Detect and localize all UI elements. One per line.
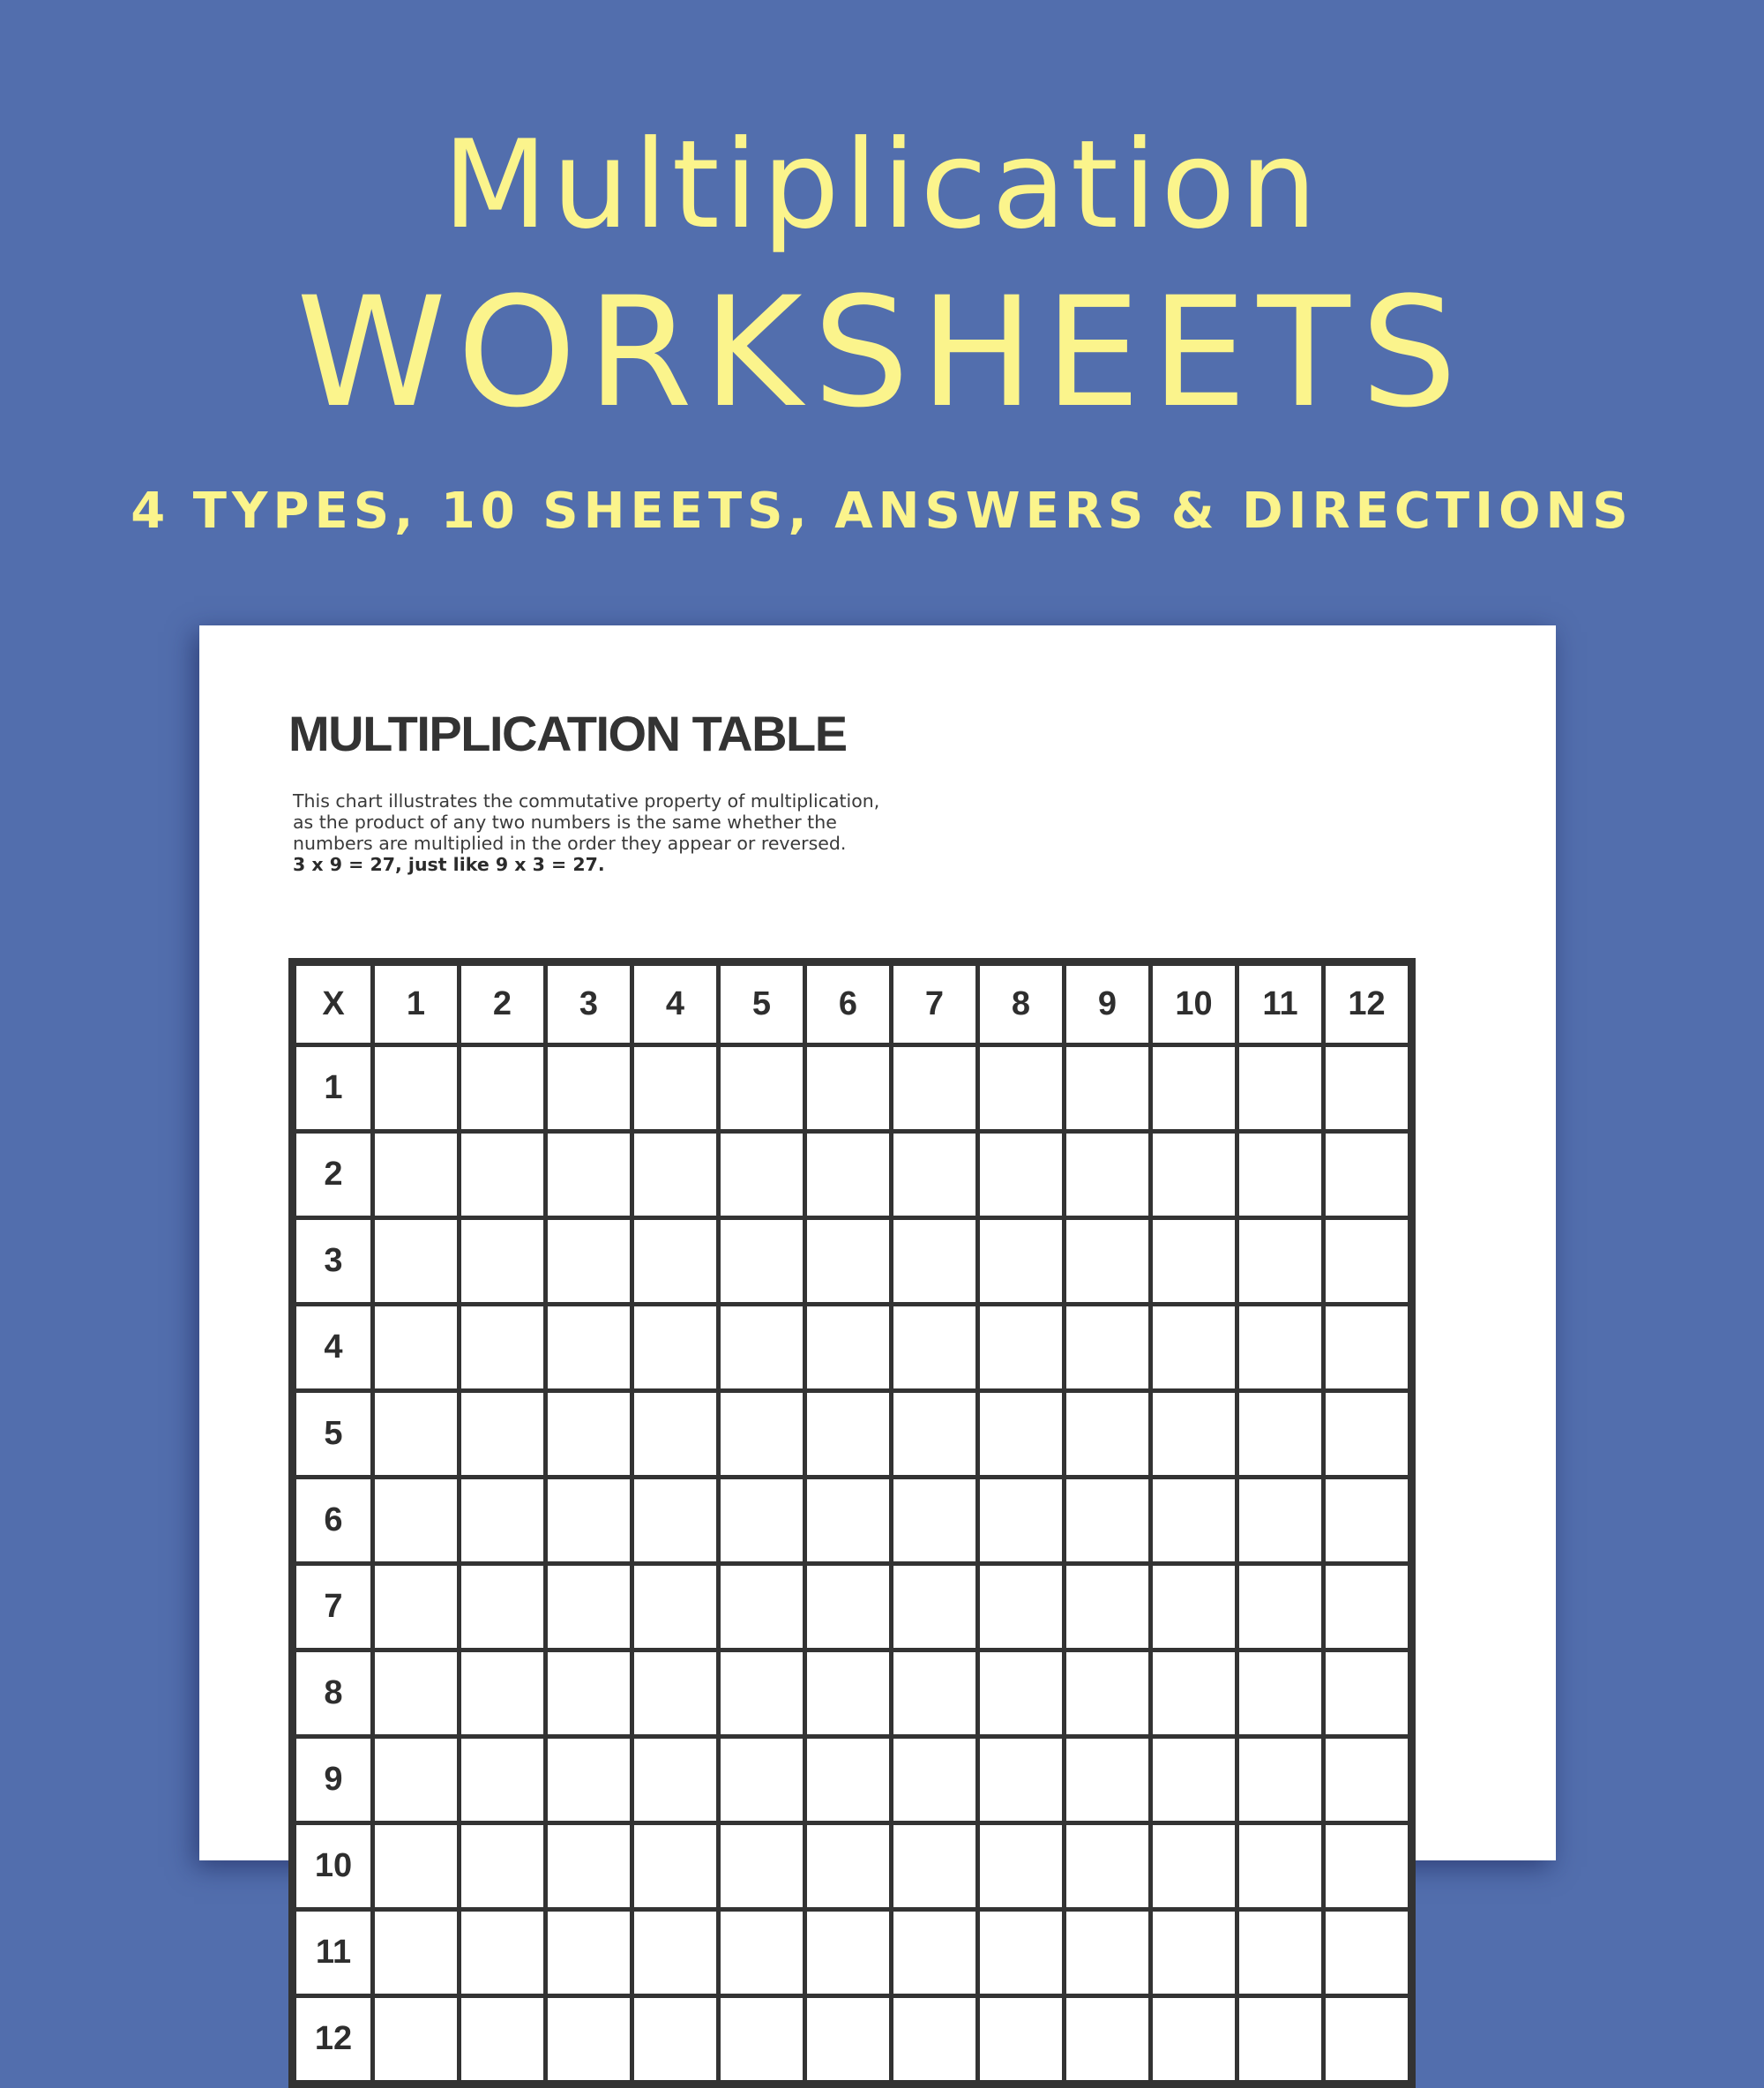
row-header: 8: [293, 1650, 373, 1737]
answer-cell: [1065, 1132, 1151, 1218]
answer-cell: [719, 1218, 805, 1305]
answer-cell: [373, 1910, 460, 1996]
answer-cell: [892, 1132, 978, 1218]
answer-cell: [632, 1650, 719, 1737]
answer-cell: [1237, 1391, 1324, 1478]
answer-cell: [1324, 1305, 1412, 1391]
answer-cell: [1237, 1305, 1324, 1391]
answer-cell: [632, 1305, 719, 1391]
answer-cell: [1151, 1650, 1237, 1737]
answer-cell: [719, 1823, 805, 1910]
answer-cell: [892, 1564, 978, 1650]
answer-cell: [1065, 1737, 1151, 1823]
answer-cell: [1151, 1391, 1237, 1478]
answer-cell: [1151, 1045, 1237, 1132]
answer-cell: [805, 1045, 892, 1132]
answer-cell: [632, 1737, 719, 1823]
answer-cell: [632, 1218, 719, 1305]
answer-cell: [373, 1218, 460, 1305]
answer-cell: [1324, 1478, 1412, 1564]
answer-cell: [1324, 1564, 1412, 1650]
description-line: as the product of any two numbers is the same whether the: [293, 812, 837, 833]
answer-cell: [805, 1305, 892, 1391]
table-row: [293, 1996, 1412, 2084]
answer-cell: [1324, 1218, 1412, 1305]
table-row: [293, 1650, 1412, 1737]
answer-cell: [632, 1132, 719, 1218]
answer-cell: [460, 1910, 546, 1996]
answer-cell: [805, 1823, 892, 1910]
column-header: 9: [1065, 962, 1151, 1045]
answer-cell: [1065, 1910, 1151, 1996]
answer-cell: [373, 1391, 460, 1478]
answer-cell: [719, 1132, 805, 1218]
table-row: [293, 1391, 1412, 1478]
column-header: 8: [978, 962, 1065, 1045]
table-row: [293, 1218, 1412, 1305]
answer-cell: [546, 1823, 632, 1910]
answer-cell: [892, 1996, 978, 2084]
answer-cell: [1324, 1391, 1412, 1478]
answer-cell: [460, 1478, 546, 1564]
answer-cell: [546, 1218, 632, 1305]
answer-cell: [632, 1391, 719, 1478]
answer-cell: [1237, 1045, 1324, 1132]
answer-cell: [805, 1996, 892, 2084]
answer-cell: [1151, 1564, 1237, 1650]
row-header: 1: [293, 1045, 373, 1132]
answer-cell: [1237, 1823, 1324, 1910]
answer-cell: [892, 1045, 978, 1132]
row-header: 5: [293, 1391, 373, 1478]
answer-cell: [978, 1132, 1065, 1218]
title-line-worksheets: WORKSHEETS: [296, 264, 1468, 441]
row-header: 6: [293, 1478, 373, 1564]
answer-cell: [1151, 1910, 1237, 1996]
row-header: 4: [293, 1305, 373, 1391]
multiplication-table: [288, 958, 1416, 2088]
answer-cell: [460, 1391, 546, 1478]
answer-cell: [719, 1737, 805, 1823]
answer-cell: [546, 1910, 632, 1996]
column-header: 5: [719, 962, 805, 1045]
table-header-row: [293, 962, 1412, 1045]
answer-cell: [373, 1132, 460, 1218]
answer-cell: [805, 1650, 892, 1737]
answer-cell: [1324, 1045, 1412, 1132]
column-header: 4: [632, 962, 719, 1045]
answer-cell: [460, 1996, 546, 2084]
answer-cell: [373, 1823, 460, 1910]
answer-cell: [805, 1910, 892, 1996]
title-line-multiplication: Multiplication: [442, 114, 1322, 256]
answer-cell: [978, 1218, 1065, 1305]
answer-cell: [546, 1132, 632, 1218]
answer-cell: [719, 1564, 805, 1650]
answer-cell: [978, 1996, 1065, 2084]
answer-cell: [632, 1478, 719, 1564]
answer-cell: [460, 1823, 546, 1910]
answer-cell: [978, 1305, 1065, 1391]
answer-cell: [805, 1478, 892, 1564]
answer-cell: [1065, 1650, 1151, 1737]
answer-cell: [1324, 1737, 1412, 1823]
answer-cell: [1065, 1391, 1151, 1478]
subtitle: 4 TYPES, 10 SHEETS, ANSWERS & DIRECTIONS: [131, 483, 1633, 540]
answer-cell: [892, 1823, 978, 1910]
answer-cell: [1065, 1218, 1151, 1305]
answer-cell: [546, 1564, 632, 1650]
worksheet-description: [293, 790, 963, 875]
answer-cell: [805, 1132, 892, 1218]
answer-cell: [1324, 1823, 1412, 1910]
answer-cell: [1324, 1996, 1412, 2084]
answer-cell: [719, 1305, 805, 1391]
column-header: 11: [1237, 962, 1324, 1045]
answer-cell: [460, 1564, 546, 1650]
answer-cell: [805, 1737, 892, 1823]
answer-cell: [373, 1996, 460, 2084]
answer-cell: [805, 1564, 892, 1650]
column-header: 3: [546, 962, 632, 1045]
answer-cell: [373, 1478, 460, 1564]
answer-cell: [892, 1305, 978, 1391]
description-line: This chart illustrates the commutative property of multiplication,: [293, 790, 880, 812]
column-header: 10: [1151, 962, 1237, 1045]
answer-cell: [546, 1305, 632, 1391]
answer-cell: [1151, 1305, 1237, 1391]
answer-cell: [460, 1650, 546, 1737]
row-header: 7: [293, 1564, 373, 1650]
answer-cell: [978, 1910, 1065, 1996]
answer-cell: [373, 1737, 460, 1823]
description-line: numbers are multiplied in the order they appear or reversed.: [293, 833, 847, 854]
column-header: 7: [892, 962, 978, 1045]
answer-cell: [373, 1564, 460, 1650]
answer-cell: [1324, 1650, 1412, 1737]
answer-cell: [1151, 1132, 1237, 1218]
row-header: 9: [293, 1737, 373, 1823]
answer-cell: [1065, 1305, 1151, 1391]
answer-cell: [546, 1996, 632, 2084]
answer-cell: [460, 1305, 546, 1391]
answer-cell: [632, 1823, 719, 1910]
answer-cell: [460, 1218, 546, 1305]
answer-cell: [460, 1737, 546, 1823]
answer-cell: [632, 1564, 719, 1650]
answer-cell: [546, 1045, 632, 1132]
worksheet-page: [199, 625, 1556, 2057]
answer-cell: [1237, 1218, 1324, 1305]
answer-cell: [1065, 1478, 1151, 1564]
answer-cell: [1065, 1564, 1151, 1650]
row-header: 3: [293, 1218, 373, 1305]
answer-cell: [546, 1478, 632, 1564]
answer-cell: [1237, 1650, 1324, 1737]
answer-cell: [805, 1218, 892, 1305]
answer-cell: [719, 1650, 805, 1737]
answer-cell: [632, 1045, 719, 1132]
answer-cell: [1151, 1823, 1237, 1910]
answer-cell: [892, 1737, 978, 1823]
answer-cell: [978, 1391, 1065, 1478]
answer-cell: [373, 1650, 460, 1737]
answer-cell: [1151, 1737, 1237, 1823]
answer-cell: [1237, 1132, 1324, 1218]
table-row: [293, 1910, 1412, 1996]
answer-cell: [546, 1650, 632, 1737]
row-header: 2: [293, 1132, 373, 1218]
answer-cell: [892, 1391, 978, 1478]
column-header: 6: [805, 962, 892, 1045]
answer-cell: [892, 1218, 978, 1305]
answer-cell: [719, 1391, 805, 1478]
table-row: [293, 1045, 1412, 1132]
answer-cell: [805, 1391, 892, 1478]
table-row: [293, 1305, 1412, 1391]
answer-cell: [1065, 1823, 1151, 1910]
worksheet-title: MULTIPLICATION TABLE: [288, 706, 847, 761]
description-example: 3 x 9 = 27, just like 9 x 3 = 27.: [293, 854, 605, 875]
table-row: [293, 1737, 1412, 1823]
answer-cell: [978, 1650, 1065, 1737]
answer-cell: [1151, 1218, 1237, 1305]
answer-cell: [632, 1996, 719, 2084]
answer-cell: [892, 1650, 978, 1737]
table-row: [293, 1132, 1412, 1218]
answer-cell: [719, 1045, 805, 1132]
answer-cell: [719, 1996, 805, 2084]
answer-cell: [1237, 1478, 1324, 1564]
answer-cell: [978, 1737, 1065, 1823]
answer-cell: [373, 1305, 460, 1391]
answer-cell: [460, 1045, 546, 1132]
answer-cell: [460, 1132, 546, 1218]
table-row: [293, 1478, 1412, 1564]
row-header: 11: [293, 1910, 373, 1996]
answer-cell: [1237, 1910, 1324, 1996]
answer-cell: [719, 1478, 805, 1564]
column-header: 1: [373, 962, 460, 1045]
answer-cell: [1237, 1564, 1324, 1650]
table-row: [293, 1564, 1412, 1650]
answer-cell: [978, 1564, 1065, 1650]
answer-cell: [1065, 1996, 1151, 2084]
answer-cell: [1237, 1996, 1324, 2084]
row-header: 10: [293, 1823, 373, 1910]
corner-cell: X: [293, 962, 373, 1045]
answer-cell: [1324, 1132, 1412, 1218]
answer-cell: [373, 1045, 460, 1132]
column-header: 2: [460, 962, 546, 1045]
answer-cell: [546, 1391, 632, 1478]
answer-cell: [978, 1823, 1065, 1910]
column-header: 12: [1324, 962, 1412, 1045]
row-header: 12: [293, 1996, 373, 2084]
answer-cell: [546, 1737, 632, 1823]
answer-cell: [892, 1910, 978, 1996]
answer-cell: [1151, 1478, 1237, 1564]
answer-cell: [978, 1045, 1065, 1132]
answer-cell: [1324, 1910, 1412, 1996]
answer-cell: [892, 1478, 978, 1564]
answer-cell: [719, 1910, 805, 1996]
answer-cell: [978, 1478, 1065, 1564]
answer-cell: [1065, 1045, 1151, 1132]
answer-cell: [1237, 1737, 1324, 1823]
answer-cell: [1151, 1996, 1237, 2084]
table-row: [293, 1823, 1412, 1910]
answer-cell: [632, 1910, 719, 1996]
